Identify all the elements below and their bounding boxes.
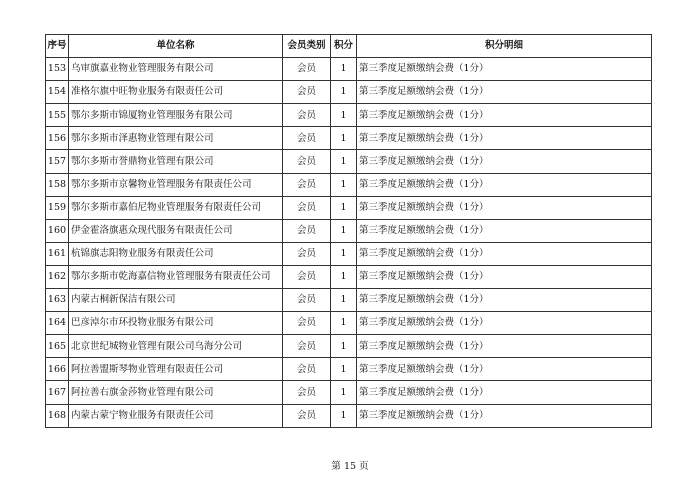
row-member-type: 会员: [283, 265, 331, 288]
table-row: [46, 265, 652, 288]
header-unit-name: 单位名称: [69, 35, 283, 58]
row-score-detail: 第三季度足额缴纳会费（1分）: [357, 219, 652, 242]
row-member-type: 会员: [283, 219, 331, 242]
row-member-type: 会员: [283, 81, 331, 104]
table-header-row: [46, 35, 652, 58]
row-score: 1: [331, 219, 357, 242]
table-row: [46, 196, 652, 219]
row-member-type: 会员: [283, 104, 331, 127]
row-score: 1: [331, 196, 357, 219]
row-score: 1: [331, 265, 357, 288]
table-row: [46, 312, 652, 335]
row-score-detail: 第三季度足额缴纳会费（1分）: [357, 312, 652, 335]
row-unit-name: 鄂尔多斯市嘉伯尼物业管理服务有限责任公司: [69, 196, 283, 219]
row-index: 164: [46, 312, 69, 335]
table-row: [46, 358, 652, 381]
row-score: 1: [331, 150, 357, 173]
table-row: [46, 173, 652, 196]
row-score-detail: 第三季度足额缴纳会费（1分）: [357, 127, 652, 150]
row-unit-name: 内蒙古桐新保洁有限公司: [69, 289, 283, 312]
table-row: [46, 381, 652, 404]
row-unit-name: 准格尔旗中旺物业服务有限责任公司: [69, 81, 283, 104]
table-row: [46, 404, 652, 427]
row-unit-name: 乌审旗嘉业物业管理服务有限公司: [69, 58, 283, 81]
row-score-detail: 第三季度足额缴纳会费（1分）: [357, 381, 652, 404]
row-score: 1: [331, 312, 357, 335]
row-unit-name: 内蒙古蒙宁物业服务有限责任公司: [69, 404, 283, 427]
row-score-detail: 第三季度足额缴纳会费（1分）: [357, 196, 652, 219]
row-score-detail: 第三季度足额缴纳会费（1分）: [357, 404, 652, 427]
row-member-type: 会员: [283, 58, 331, 81]
row-unit-name: 杭锦旗志阳物业服务有限责任公司: [69, 242, 283, 265]
row-score-detail: 第三季度足额缴纳会费（1分）: [357, 335, 652, 358]
table-row: [46, 81, 652, 104]
row-unit-name: 鄂尔多斯市锦厦物业管理服务有限公司: [69, 104, 283, 127]
header-member-type: 会员类别: [283, 35, 331, 58]
header-score-detail: 积分明细: [357, 35, 652, 58]
row-index: 154: [46, 81, 69, 104]
row-index: 155: [46, 104, 69, 127]
row-member-type: 会员: [283, 312, 331, 335]
row-score-detail: 第三季度足额缴纳会费（1分）: [357, 81, 652, 104]
row-index: 163: [46, 289, 69, 312]
row-unit-name: 阿拉善右旗金莎物业管理有限公司: [69, 381, 283, 404]
row-score: 1: [331, 358, 357, 381]
table-row: [46, 219, 652, 242]
row-index: 159: [46, 196, 69, 219]
header-index: 序号: [46, 35, 69, 58]
table-row: [46, 127, 652, 150]
row-index: 158: [46, 173, 69, 196]
member-score-table: [45, 34, 652, 428]
row-unit-name: 阿拉善盟斯琴物业管理有限责任公司: [69, 358, 283, 381]
row-score: 1: [331, 242, 357, 265]
table-row: [46, 289, 652, 312]
row-score: 1: [331, 104, 357, 127]
row-unit-name: 北京世纪城物业管理有限公司乌海分公司: [69, 335, 283, 358]
table-row: [46, 104, 652, 127]
row-member-type: 会员: [283, 150, 331, 173]
row-score-detail: 第三季度足额缴纳会费（1分）: [357, 265, 652, 288]
table-row: [46, 58, 652, 81]
row-index: 168: [46, 404, 69, 427]
row-member-type: 会员: [283, 289, 331, 312]
row-unit-name: 伊金霍洛旗惠众现代服务有限责任公司: [69, 219, 283, 242]
page-number: 第 15 页: [331, 461, 369, 472]
row-score: 1: [331, 58, 357, 81]
row-score-detail: 第三季度足额缴纳会费（1分）: [357, 104, 652, 127]
row-score-detail: 第三季度足额缴纳会费（1分）: [357, 358, 652, 381]
row-member-type: 会员: [283, 335, 331, 358]
row-score-detail: 第三季度足额缴纳会费（1分）: [357, 58, 652, 81]
row-index: 162: [46, 265, 69, 288]
row-score: 1: [331, 173, 357, 196]
row-unit-name: 鄂尔多斯市乾海嘉信物业管理服务有限责任公司: [69, 265, 283, 288]
row-index: 153: [46, 58, 69, 81]
row-score: 1: [331, 404, 357, 427]
row-member-type: 会员: [283, 127, 331, 150]
row-unit-name: 巴彦淖尔市环投物业服务有限公司: [69, 312, 283, 335]
row-index: 160: [46, 219, 69, 242]
row-member-type: 会员: [283, 404, 331, 427]
row-index: 156: [46, 127, 69, 150]
row-score-detail: 第三季度足额缴纳会费（1分）: [357, 289, 652, 312]
row-unit-name: 鄂尔多斯市京馨物业管理服务有限责任公司: [69, 173, 283, 196]
row-index: 167: [46, 381, 69, 404]
row-index: 161: [46, 242, 69, 265]
row-score-detail: 第三季度足额缴纳会费（1分）: [357, 242, 652, 265]
row-unit-name: 鄂尔多斯市誉鼎物业管理有限公司: [69, 150, 283, 173]
table-row: [46, 335, 652, 358]
row-index: 165: [46, 335, 69, 358]
row-index: 157: [46, 150, 69, 173]
row-score: 1: [331, 127, 357, 150]
row-score: 1: [331, 381, 357, 404]
row-score-detail: 第三季度足额缴纳会费（1分）: [357, 173, 652, 196]
header-score: 积分: [331, 35, 357, 58]
row-member-type: 会员: [283, 358, 331, 381]
row-member-type: 会员: [283, 242, 331, 265]
row-unit-name: 鄂尔多斯市泽惠物业管理有限公司: [69, 127, 283, 150]
table-row: [46, 150, 652, 173]
row-score-detail: 第三季度足额缴纳会费（1分）: [357, 150, 652, 173]
row-member-type: 会员: [283, 196, 331, 219]
row-score: 1: [331, 289, 357, 312]
table-row: [46, 242, 652, 265]
row-score: 1: [331, 81, 357, 104]
row-index: 166: [46, 358, 69, 381]
row-member-type: 会员: [283, 173, 331, 196]
row-score: 1: [331, 335, 357, 358]
row-member-type: 会员: [283, 381, 331, 404]
